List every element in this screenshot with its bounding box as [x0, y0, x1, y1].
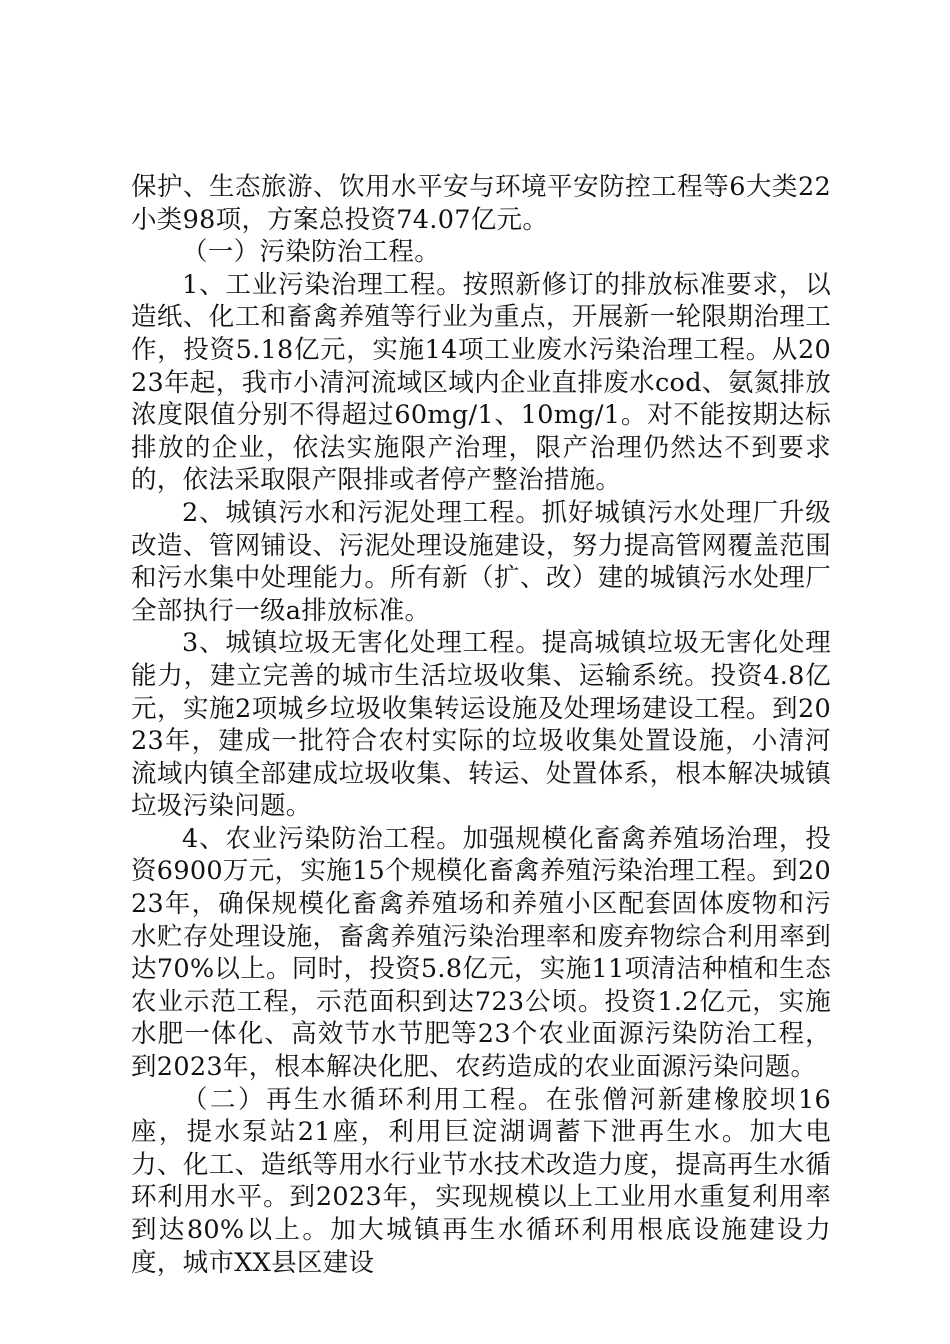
paragraph-urban-sewage: 2、城镇污水和污泥处理工程。抓好城镇污水处理厂升级改造、管网铺设、污泥处理设施建设，努力提高管网覆盖范围和污水集中处理能力。所有新（扩、改）建的城镇污水处理厂全部执行一级a排放标准。 — [131, 497, 831, 626]
document-body — [131, 171, 831, 1279]
paragraph-reclaimed-water: （二）再生水循环利用工程。在张僧河新建橡胶坝16座，提水泵站21座，利用巨淀湖调蓄下泄再生水。加大电力、化工、造纸等用水行业节水技术改造力度，提高再生水循环利用水平。到2023年，实现规模以上工业用水重复利用率到达80%以上。加大城镇再生水循环利用根底设施建设力度，城市XX县区建设 — [131, 1084, 831, 1278]
paragraph-agricultural-pollution: 4、农业污染防治工程。加强规模化畜禽养殖场治理，投资6900万元，实施15个规模化畜禽养殖污染治理工程。到2023年，确保规模化畜禽养殖场和养殖小区配套固体废物和污水贮存处理设施，畜禽养殖污染治理率和废弃物综合利用率到达70%以上。同时，投资5.8亿元，实施11项清洁种植和生态农业示范工程，示范面积到达723公顷。投资1.2亿元，实施水肥一体化、高效节水节肥等23个农业面源污染防治工程，到2023年，根本解决化肥、农药造成的农业面源污染问题。 — [131, 823, 831, 1083]
paragraph-urban-garbage: 3、城镇垃圾无害化处理工程。提高城镇垃圾无害化处理能力，建立完善的城市生活垃圾收集、运输系统。投资4.8亿元，实施2项城乡垃圾收集转运设施及处理场建设工程。到2023年，建成一批符合农村实际的垃圾收集处置设施，小清河流域内镇全部建成垃圾收集、转运、处置体系，根本解决城镇垃圾污染问题。 — [131, 628, 831, 822]
paragraph-continuation: 保护、生态旅游、饮用水平安与环境平安防控工程等6大类22小类98项，方案总投资74.07亿元。 — [131, 172, 831, 235]
paragraph-industrial-pollution: 1、工业污染治理工程。按照新修订的排放标准要求，以造纸、化工和畜禽养殖等行业为重点，开展新一轮限期治理工作，投资5.18亿元，实施14项工业废水污染治理工程。从2023年起，我市小清河流域区域内企业直排废水cod、氨氮排放浓度限值分别不得超过60mg/1、10mg/1。对不能按期达标排放的企业，依法实施限产治理，限产治理仍然达不到要求的，依法采取限产限排或者停产整治措施。 — [131, 269, 831, 496]
section-heading-pollution-control: （一）污染防治工程。 — [182, 237, 441, 268]
